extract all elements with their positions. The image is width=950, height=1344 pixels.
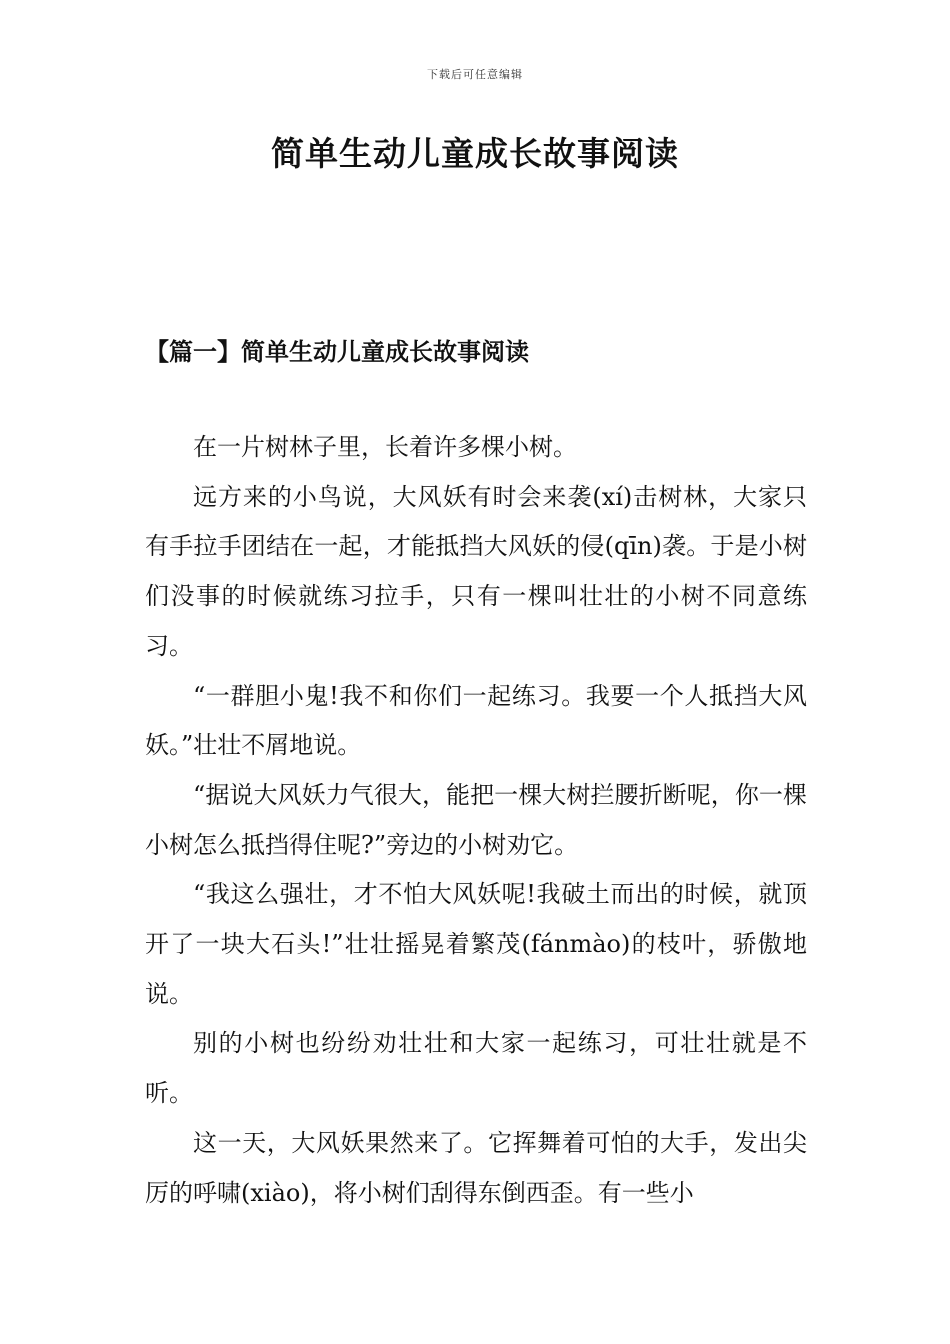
story-paragraph-7: 这一天，大风妖果然来了。它挥舞着可怕的大手，发出尖厉的呼啸(xiào)，将小树们刮得东倒西歪。有一些小 [145, 1128, 807, 1207]
story-paragraph-3: “一群胆小鬼!我不和你们一起练习。我要一个人抵挡大风妖。”壮壮不屑地说。 [145, 681, 807, 760]
story-paragraph-1: 在一片树林子里，长着许多棵小树。 [193, 433, 577, 461]
header-note: 下载后可任意编辑 [427, 68, 523, 81]
story-paragraph-6: 别的小树也纷纷劝壮壮和大家一起练习，可壮壮就是不听。 [145, 1029, 807, 1108]
document-title: 简单生动儿童成长故事阅读 [271, 134, 679, 173]
story-paragraph-5: “我这么强壮，才不怕大风妖呢!我破土而出的时候，就顶开了一块大石头!”壮壮摇晃着繁茂(fánmào)的枝叶，骄傲地说。 [145, 880, 807, 1008]
story-body [145, 423, 807, 1218]
story-paragraph-4: “据说大风妖力气很大，能把一棵大树拦腰折断呢，你一棵小树怎么抵挡得住呢?”旁边的小树劝它。 [145, 780, 807, 859]
section-heading: 【篇一】简单生动儿童成长故事阅读 [145, 337, 529, 366]
story-paragraph-2: 远方来的小鸟说，大风妖有时会来袭(xí)击树林，大家只有手拉手团结在一起，才能抵挡大风妖的侵(qīn)袭。于是小树们没事的时候就练习拉手，只有一棵叫壮壮的小树不同意练习。 [145, 482, 807, 660]
